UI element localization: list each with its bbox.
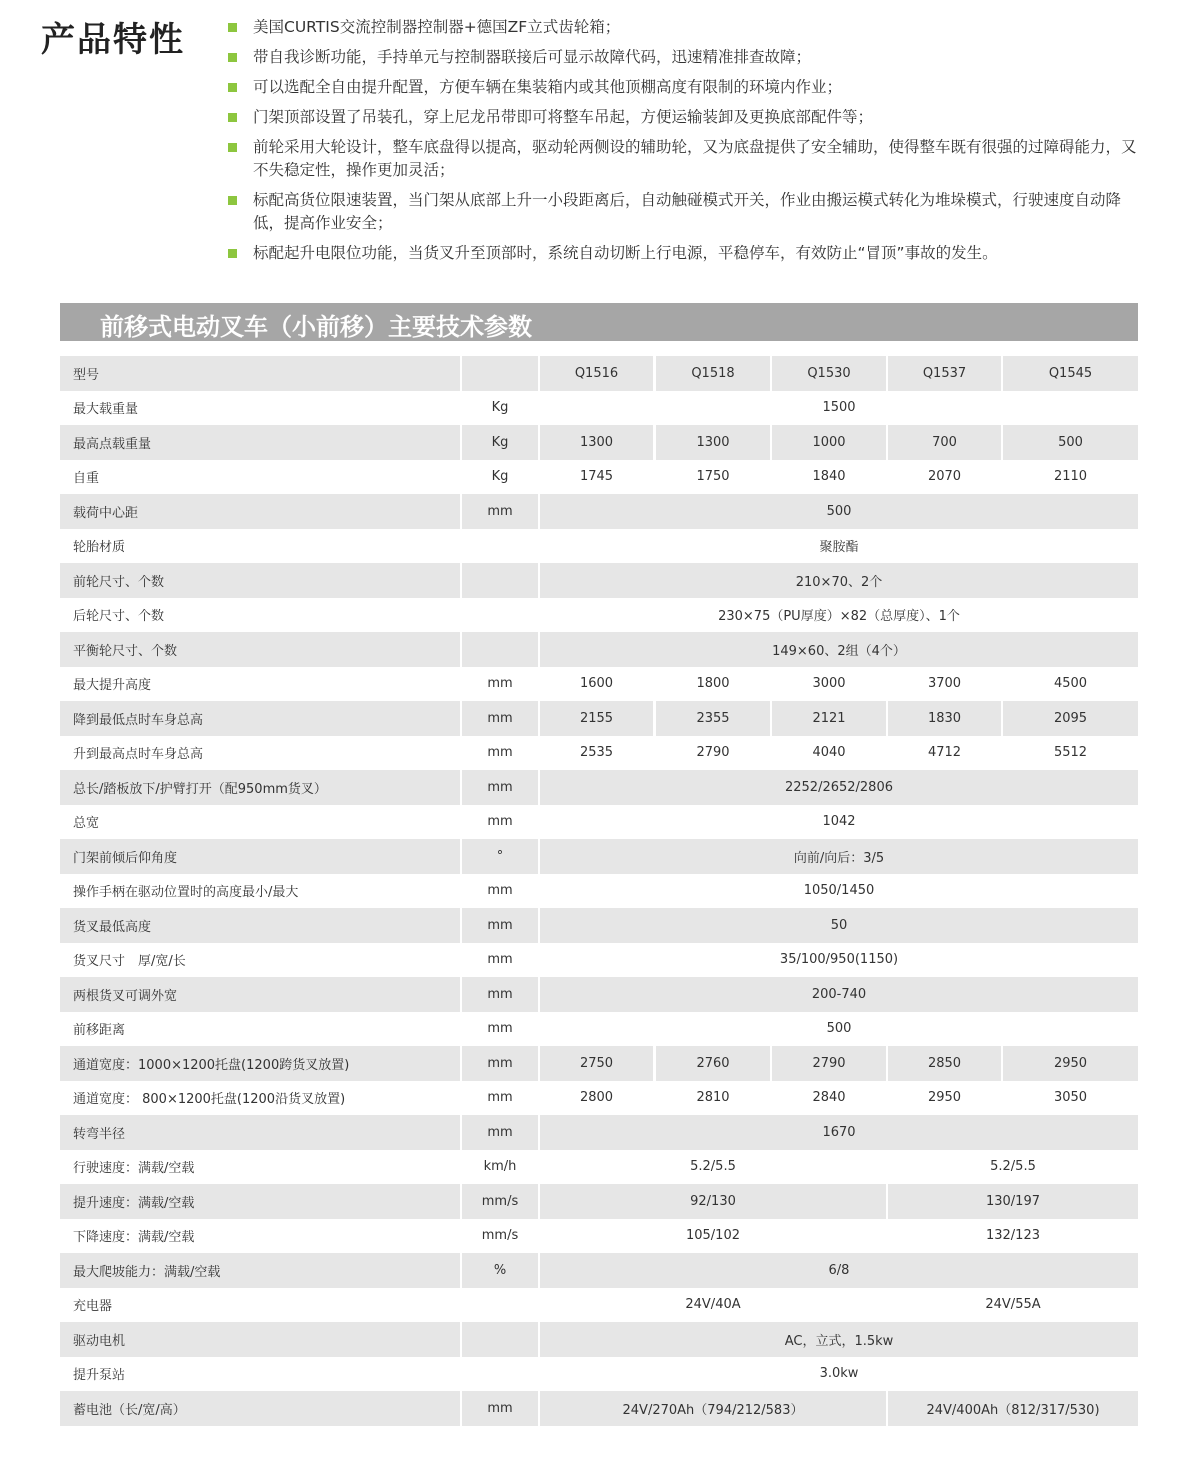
- table-row: [60, 391, 1138, 426]
- feature-item: [228, 189, 1148, 235]
- value-cell: 2110: [1003, 460, 1138, 495]
- value-cell: 1600: [540, 667, 653, 702]
- row-unit: [462, 529, 538, 564]
- row-unit: [462, 1322, 538, 1357]
- row-unit: km/h: [462, 1150, 538, 1185]
- value-cell: 92/130: [540, 1184, 886, 1219]
- table-row: [60, 425, 1138, 460]
- row-unit: mm: [462, 1115, 538, 1150]
- row-label: 自重: [60, 460, 460, 495]
- row-unit: mm: [462, 977, 538, 1012]
- feature-item: [228, 16, 1148, 39]
- row-label: 前轮尺寸、个数: [60, 563, 460, 598]
- table-row: [60, 1081, 1138, 1116]
- table-row: [60, 1012, 1138, 1047]
- row-unit: mm/s: [462, 1184, 538, 1219]
- value-cell: 2070: [888, 460, 1001, 495]
- green-square-bullet-icon: [228, 249, 237, 258]
- row-label: 下降速度：满载/空载: [60, 1219, 460, 1254]
- green-square-bullet-icon: [228, 143, 237, 152]
- value-cell: 2355: [656, 701, 770, 736]
- value-cell: 105/102: [540, 1219, 886, 1254]
- row-label: 前移距离: [60, 1012, 460, 1047]
- model-header-cell: Q1518: [656, 356, 770, 391]
- table-row: [60, 1322, 1138, 1357]
- feature-text: 门架顶部设置了吊装孔，穿上尼龙吊带即可将整车吊起，方便运输装卸及更换底部配件等；: [253, 108, 874, 126]
- value-cell: 149×60、2组（4个）: [540, 632, 1138, 667]
- value-cell: 2800: [540, 1081, 653, 1116]
- row-unit: mm: [462, 1012, 538, 1047]
- value-cell: 聚胺酯: [540, 529, 1138, 564]
- value-cell: 1300: [656, 425, 770, 460]
- feature-item: [228, 242, 1148, 265]
- green-square-bullet-icon: [228, 113, 237, 122]
- model-header-cell: Q1545: [1003, 356, 1138, 391]
- value-cell: 24V/55A: [888, 1288, 1138, 1323]
- feature-item: [228, 46, 1148, 69]
- value-cell: 4500: [1003, 667, 1138, 702]
- value-cell: 2535: [540, 736, 653, 771]
- value-cell: 2121: [772, 701, 886, 736]
- value-cell: 1840: [772, 460, 886, 495]
- value-cell: 50: [540, 908, 1138, 943]
- value-cell: 1750: [656, 460, 770, 495]
- row-label: 两根货叉可调外宽: [60, 977, 460, 1012]
- value-cell: 5.2/5.5: [888, 1150, 1138, 1185]
- row-unit: [462, 563, 538, 598]
- row-label: 升到最高点时车身总高: [60, 736, 460, 771]
- table-row: [60, 356, 1138, 391]
- row-label: 最大爬坡能力：满载/空载: [60, 1253, 460, 1288]
- row-unit: %: [462, 1253, 538, 1288]
- value-cell: 24V/40A: [540, 1288, 886, 1323]
- table-row: [60, 701, 1138, 736]
- value-cell: 500: [1003, 425, 1138, 460]
- value-cell: 1830: [888, 701, 1001, 736]
- value-cell: 3050: [1003, 1081, 1138, 1116]
- feature-text: 标配起升电限位功能，当货叉升至顶部时，系统自动切断上行电源，平稳停车，有效防止“冒顶”事故的发生。: [253, 244, 998, 262]
- row-unit: mm: [462, 494, 538, 529]
- row-label: 蓄电池（长/宽/高）: [60, 1391, 460, 1426]
- model-header-cell: Q1537: [888, 356, 1001, 391]
- value-cell: 2790: [772, 1046, 886, 1081]
- spec-table-header-bar: [60, 303, 1138, 341]
- value-cell: 2790: [656, 736, 770, 771]
- row-label: 降到最低点时车身总高: [60, 701, 460, 736]
- row-unit: mm: [462, 1081, 538, 1116]
- value-cell: 1800: [656, 667, 770, 702]
- row-label: 通道宽度：1000×1200托盘(1200跨货叉放置): [60, 1046, 460, 1081]
- table-row: [60, 1219, 1138, 1254]
- value-cell: 5512: [1003, 736, 1138, 771]
- row-label: 门架前倾后仰角度: [60, 839, 460, 874]
- row-unit: [462, 598, 538, 633]
- row-label: 操作手柄在驱动位置时的高度最小/最大: [60, 874, 460, 909]
- value-cell: 24V/270Ah（794/212/583）: [540, 1391, 886, 1426]
- value-cell: 132/123: [888, 1219, 1138, 1254]
- feature-text: 可以选配全自由提升配置，方便车辆在集装箱内或其他顶棚高度有限制的环境内作业；: [253, 78, 843, 96]
- value-cell: 5.2/5.5: [540, 1150, 886, 1185]
- value-cell: 2950: [1003, 1046, 1138, 1081]
- row-unit: [462, 632, 538, 667]
- row-label: 最高点载重量: [60, 425, 460, 460]
- spec-table-title: 前移式电动叉车（小前移）主要技术参数: [100, 313, 532, 341]
- table-row: [60, 1391, 1138, 1426]
- value-cell: 500: [540, 494, 1138, 529]
- value-cell: 130/197: [888, 1184, 1138, 1219]
- value-cell: 1300: [540, 425, 653, 460]
- row-label: 后轮尺寸、个数: [60, 598, 460, 633]
- table-row: [60, 529, 1138, 564]
- spec-table: [60, 356, 1138, 1426]
- row-unit: mm/s: [462, 1219, 538, 1254]
- value-cell: 2850: [888, 1046, 1001, 1081]
- table-row: [60, 563, 1138, 598]
- row-label: 最大提升高度: [60, 667, 460, 702]
- feature-text: 前轮采用大轮设计，整车底盘得以提高，驱动轮两侧设的辅助轮，又为底盘提供了安全辅助，使得整车既有很强的过障碍能力，又不失稳定性，操作更加灵活；: [253, 138, 1137, 179]
- green-square-bullet-icon: [228, 83, 237, 92]
- row-unit: Kg: [462, 425, 538, 460]
- model-header-cell: Q1530: [772, 356, 886, 391]
- row-label: 转弯半径: [60, 1115, 460, 1150]
- row-label: 总长/踏板放下/护臂打开（配950mm货叉）: [60, 770, 460, 805]
- value-cell: 230×75（PU厚度）×82（总厚度）、1个: [540, 598, 1138, 633]
- row-label: 充电器: [60, 1288, 460, 1323]
- table-row: [60, 1184, 1138, 1219]
- row-unit: [462, 1288, 538, 1323]
- table-row: [60, 667, 1138, 702]
- value-cell: 2095: [1003, 701, 1138, 736]
- row-label: 型号: [60, 356, 460, 391]
- feature-text: 带自我诊断功能，手持单元与控制器联接后可显示故障代码，迅速精准排查故障；: [253, 48, 812, 66]
- table-row: [60, 874, 1138, 909]
- row-unit: Kg: [462, 460, 538, 495]
- value-cell: 210×70、2个: [540, 563, 1138, 598]
- value-cell: 200-740: [540, 977, 1138, 1012]
- table-row: [60, 1253, 1138, 1288]
- row-unit: mm: [462, 874, 538, 909]
- table-row: [60, 1046, 1138, 1081]
- row-unit: mm: [462, 1046, 538, 1081]
- row-label: 货叉最低高度: [60, 908, 460, 943]
- value-cell: 3000: [772, 667, 886, 702]
- table-row: [60, 1288, 1138, 1323]
- value-cell: 35/100/950(1150): [540, 943, 1138, 978]
- value-cell: 向前/向后：3/5: [540, 839, 1138, 874]
- value-cell: 2252/2652/2806: [540, 770, 1138, 805]
- table-row: [60, 460, 1138, 495]
- value-cell: 1670: [540, 1115, 1138, 1150]
- row-unit: [462, 1357, 538, 1392]
- row-unit: mm: [462, 667, 538, 702]
- row-label: 通道宽度： 800×1200托盘(1200沿货叉放置): [60, 1081, 460, 1116]
- row-label: 总宽: [60, 805, 460, 840]
- table-row: [60, 1150, 1138, 1185]
- feature-text: 美国CURTIS交流控制器控制器+德国ZF立式齿轮箱；: [253, 18, 621, 36]
- table-row: [60, 839, 1138, 874]
- table-row: [60, 805, 1138, 840]
- row-unit: mm: [462, 908, 538, 943]
- row-unit: mm: [462, 1391, 538, 1426]
- value-cell: 2155: [540, 701, 653, 736]
- table-row: [60, 598, 1138, 633]
- row-unit: mm: [462, 701, 538, 736]
- value-cell: 3700: [888, 667, 1001, 702]
- row-unit: °: [462, 839, 538, 874]
- row-label: 最大载重量: [60, 391, 460, 426]
- value-cell: 1042: [540, 805, 1138, 840]
- row-label: 提升速度：满载/空载: [60, 1184, 460, 1219]
- row-unit: mm: [462, 770, 538, 805]
- green-square-bullet-icon: [228, 53, 237, 62]
- value-cell: 2810: [656, 1081, 770, 1116]
- value-cell: 1050/1450: [540, 874, 1138, 909]
- value-cell: 2750: [540, 1046, 653, 1081]
- table-row: [60, 977, 1138, 1012]
- value-cell: 24V/400Ah（812/317/530): [888, 1391, 1138, 1426]
- table-row: [60, 1357, 1138, 1392]
- value-cell: AC，立式，1.5kw: [540, 1322, 1138, 1357]
- value-cell: 4712: [888, 736, 1001, 771]
- table-row: [60, 908, 1138, 943]
- value-cell: 6/8: [540, 1253, 1138, 1288]
- row-label: 货叉尺寸 厚/宽/长: [60, 943, 460, 978]
- green-square-bullet-icon: [228, 23, 237, 32]
- table-row: [60, 943, 1138, 978]
- value-cell: 2950: [888, 1081, 1001, 1116]
- value-cell: 3.0kw: [540, 1357, 1138, 1392]
- row-label: 载荷中心距: [60, 494, 460, 529]
- row-label: 平衡轮尺寸、个数: [60, 632, 460, 667]
- model-header-cell: Q1516: [540, 356, 653, 391]
- features-title: 产品特性: [41, 20, 185, 60]
- value-cell: 4040: [772, 736, 886, 771]
- row-unit: mm: [462, 805, 538, 840]
- value-cell: 500: [540, 1012, 1138, 1047]
- value-cell: 1000: [772, 425, 886, 460]
- table-row: [60, 494, 1138, 529]
- green-square-bullet-icon: [228, 196, 237, 205]
- value-cell: 700: [888, 425, 1001, 460]
- row-label: 提升泵站: [60, 1357, 460, 1392]
- value-cell: 2840: [772, 1081, 886, 1116]
- features-list: [228, 16, 1148, 272]
- feature-text: 标配高货位限速装置，当门架从底部上升一小段距离后，自动触碰模式开关，作业由搬运模式转化为堆垛模式，行驶速度自动降低，提高作业安全；: [253, 191, 1122, 232]
- table-row: [60, 736, 1138, 771]
- row-unit: [462, 356, 538, 391]
- row-unit: mm: [462, 943, 538, 978]
- table-row: [60, 770, 1138, 805]
- table-row: [60, 632, 1138, 667]
- table-row: [60, 1115, 1138, 1150]
- value-cell: 1500: [540, 391, 1138, 426]
- feature-item: [228, 76, 1148, 99]
- value-cell: 2760: [656, 1046, 770, 1081]
- value-cell: 1745: [540, 460, 653, 495]
- row-label: 轮胎材质: [60, 529, 460, 564]
- row-label: 行驶速度：满载/空载: [60, 1150, 460, 1185]
- feature-item: [228, 136, 1148, 182]
- row-unit: Kg: [462, 391, 538, 426]
- feature-item: [228, 106, 1148, 129]
- row-label: 驱动电机: [60, 1322, 460, 1357]
- row-unit: mm: [462, 736, 538, 771]
